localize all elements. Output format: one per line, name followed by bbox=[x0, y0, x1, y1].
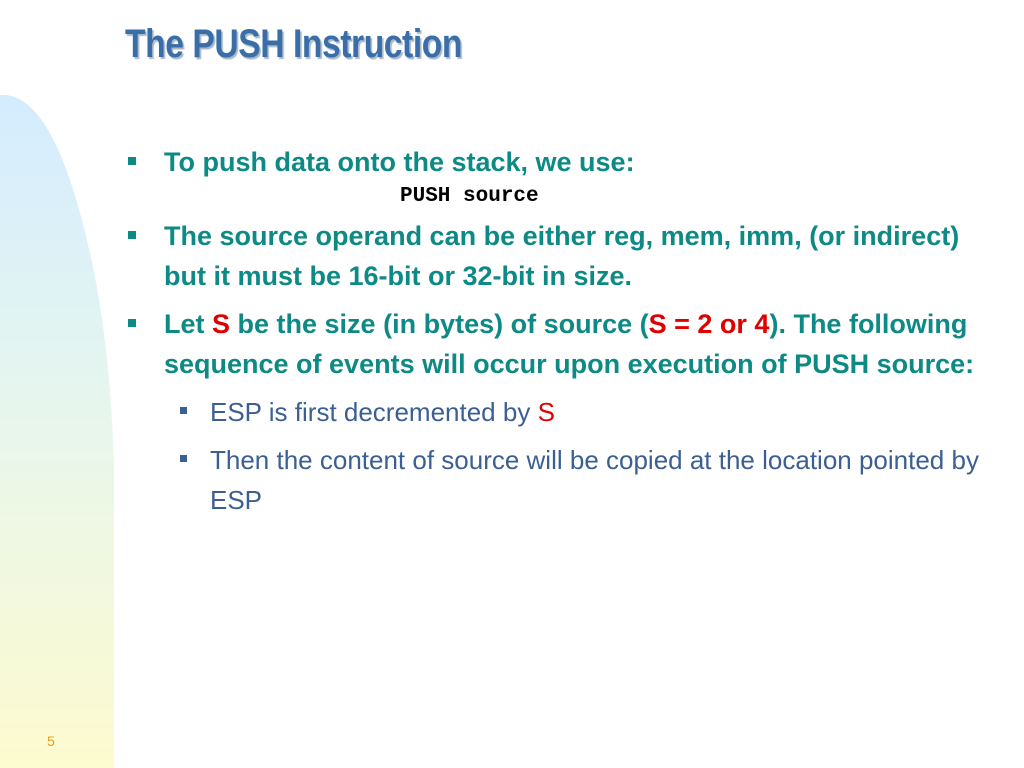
square-bullet-icon bbox=[128, 157, 136, 165]
highlight-s-value: S = 2 or 4 bbox=[648, 309, 770, 339]
square-bullet-icon bbox=[180, 455, 187, 462]
sub-bullet-text: ESP is first decremented by bbox=[210, 397, 538, 427]
bullet-source-operand bbox=[128, 216, 988, 296]
square-bullet-icon bbox=[128, 319, 136, 327]
slide-content bbox=[128, 142, 988, 520]
sub-bullet-decrement bbox=[128, 392, 988, 432]
bullet-push-usage bbox=[128, 142, 988, 182]
sub-bullet-copy bbox=[128, 440, 988, 520]
square-bullet-icon bbox=[180, 407, 187, 414]
slide-title: The PUSH Instruction bbox=[125, 22, 462, 66]
page-number: 5 bbox=[47, 733, 55, 749]
code-example: PUSH source bbox=[400, 185, 539, 208]
highlight-s: S bbox=[537, 397, 555, 427]
bullet-size-sequence bbox=[128, 304, 988, 384]
bullet-text-middle: be the size (in bytes) of source ( bbox=[230, 309, 649, 339]
highlight-s: S bbox=[212, 309, 231, 339]
square-bullet-icon bbox=[128, 231, 136, 239]
bullet-text-suffix: ). The following sequence of events will occur upon execution of PUSH source: bbox=[164, 309, 975, 379]
bullet-text-prefix: Let bbox=[164, 309, 213, 339]
bullet-text: The source operand can be either reg, mem, imm, (or indirect) but it must be 16-bit or 32-bit in size. bbox=[164, 221, 960, 291]
bullet-text: To push data onto the stack, we use: bbox=[164, 147, 635, 177]
sub-bullet-text: Then the content of source will be copied at the location pointed by ESP bbox=[210, 445, 979, 515]
